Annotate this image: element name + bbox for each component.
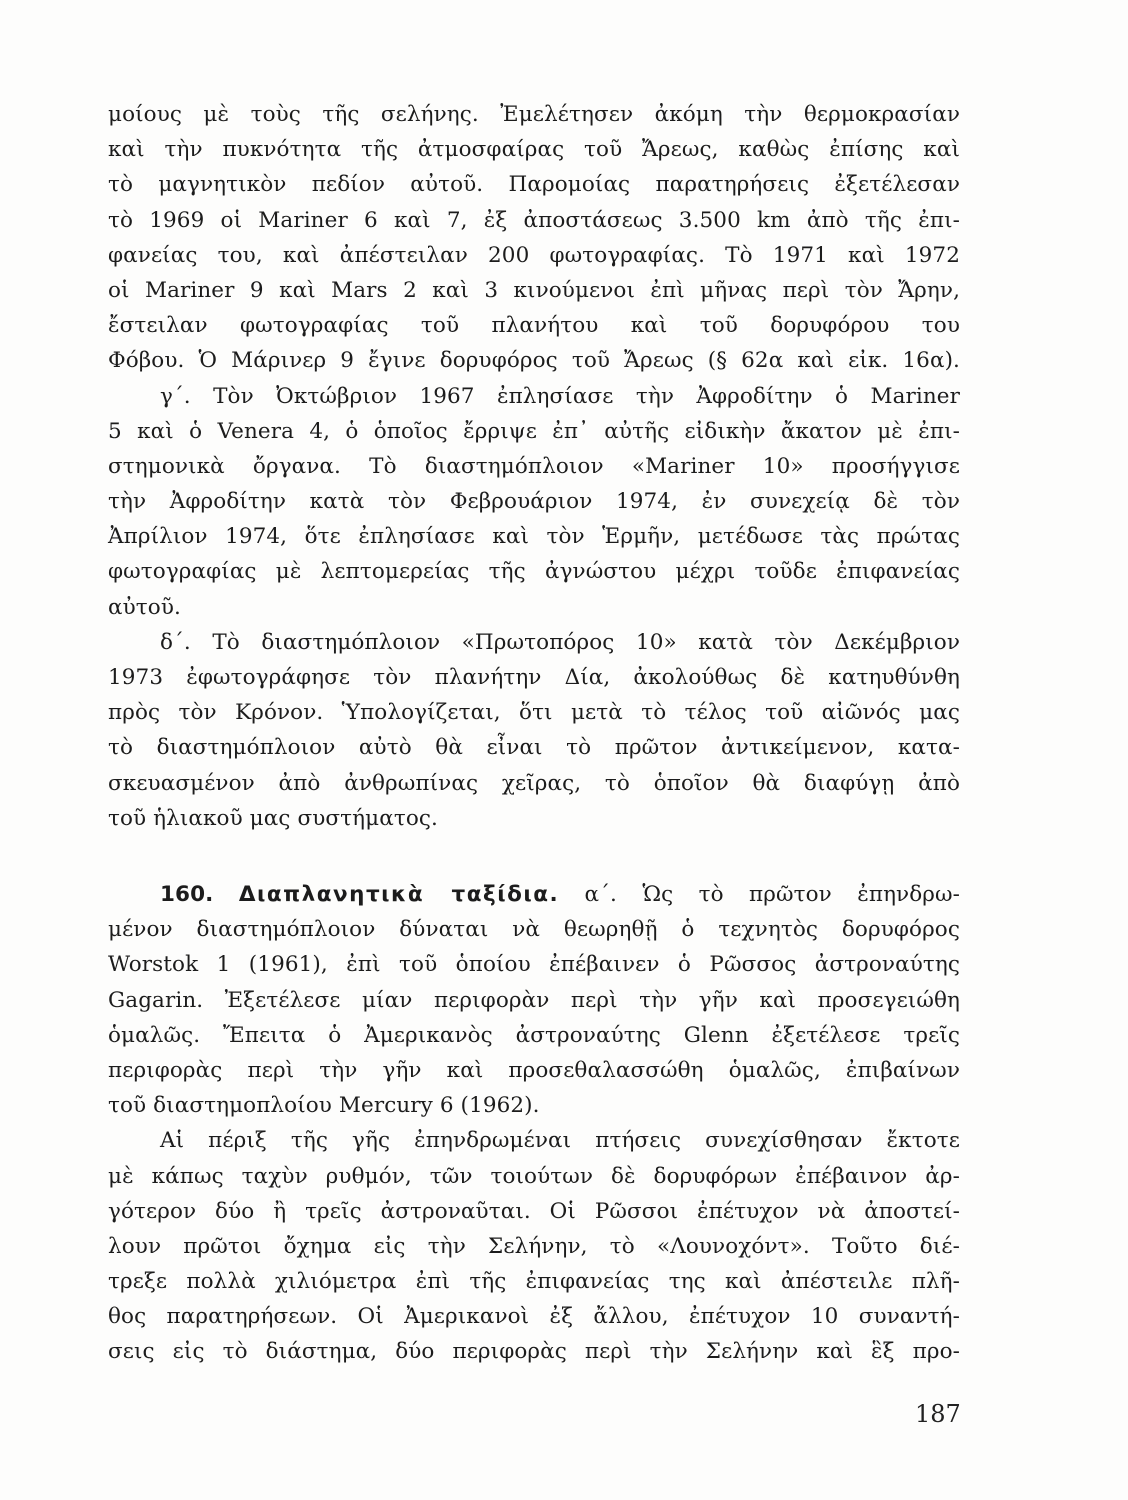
text-line: μένον διαστημόπλοιον δύναται νὰ θεωρηθῇ ὁ τεχνητὸς δορυφόρος bbox=[108, 917, 960, 943]
text-line: περιφορὰς περὶ τὴν γῆν καὶ προσεθαλασσώθη ὁμαλῶς, ἐπιβαίνων bbox=[108, 1057, 960, 1083]
text-line: τρεξε πολλὰ χιλιόμετρα ἐπὶ τῆς ἐπιφανείας της καὶ ἀπέστειλε πλῆ- bbox=[108, 1269, 960, 1295]
text-line: Ἀπρίλιον 1974, ὅτε ἐπλησίασε καὶ τὸν Ἑρμῆν, μετέδωσε τὰς πρώτας bbox=[108, 524, 960, 550]
section-first-line-text: α΄. Ὡς τὸ πρῶτον ἐπηνδρω- bbox=[584, 882, 960, 907]
text-line: τὸ 1969 οἱ Mariner 6 καὶ 7, ἐξ ἀποστάσεως 3.500 km ἀπὸ τῆς ἐπι- bbox=[108, 207, 960, 233]
text-line: Φόβου. Ὁ Μάρινερ 9 ἔγινε δορυφόρος τοῦ Ἄρεως (§ 62α καὶ εἰκ. 16α). bbox=[108, 348, 960, 374]
text-line: αὐτοῦ. bbox=[108, 594, 181, 620]
text-line: δ΄. Τὸ διαστημόπλοιον «Πρωτοπόρος 10» κατὰ τὸν Δεκέμβριον bbox=[160, 629, 960, 655]
text-line: φωτογραφίας μὲ λεπτομερείας τῆς ἀγνώστου μέχρι τοῦδε ἐπιφανείας bbox=[108, 559, 960, 585]
text-line: γότερον δύο ἢ τρεῖς ἀστροναῦται. Οἱ Ρῶσσοι ἐπέτυχον νὰ ἀποστεί- bbox=[108, 1198, 960, 1224]
section-title: Διαπλανητικὰ ταξίδια. bbox=[238, 882, 560, 907]
text-line: θος παρατηρήσεων. Οἱ Ἀμερικανοὶ ἐξ ἄλλου, ἐπέτυχον 10 συναντή- bbox=[108, 1304, 960, 1330]
text-line: σκευασμένον ἀπὸ ἀνθρωπίνας χεῖρας, τὸ ὁποῖον θὰ διαφύγῃ ἀπὸ bbox=[108, 770, 960, 796]
text-line: τὸ διαστημόπλοιον αὐτὸ θὰ εἶναι τὸ πρῶτον ἀντικείμενον, κατα- bbox=[108, 735, 960, 761]
text-line: λουν πρῶτοι ὄχημα εἰς τὴν Σελήνην, τὸ «Λουνοχόντ». Τοῦτο διέ- bbox=[108, 1233, 960, 1259]
section-heading-line bbox=[108, 877, 960, 912]
text-line: 1973 ἐφωτογράφησε τὸν πλανήτην Δία, ἀκολούθως δὲ κατηυθύνθη bbox=[108, 665, 960, 690]
text-line: 5 καὶ ὁ Venera 4, ὁ ὁποῖος ἔρριψε ἐπ᾽ αὐτῆς εἰδικὴν ἄκατον μὲ ἐπι- bbox=[108, 418, 960, 444]
upper-text-block bbox=[108, 97, 960, 836]
section-number: 160. bbox=[160, 882, 214, 907]
text-line: τοῦ διαστημοπλοίου Mercury 6 (1962). bbox=[108, 1093, 540, 1119]
text-line: γ΄. Τὸν Ὀκτώβριον 1967 ἐπλησίασε τὴν Ἀφροδίτην ὁ Mariner bbox=[160, 383, 960, 409]
text-line: τὸ μαγνητικὸν πεδίον αὐτοῦ. Παρομοίας παρατηρήσεις ἐξετέλεσαν bbox=[108, 172, 960, 198]
text-line: Gagarin. Ἐξετέλεσε μίαν περιφορὰν περὶ τὴν γῆν καὶ προσεγειώθη bbox=[108, 987, 960, 1013]
text-line: Αἱ πέριξ τῆς γῆς ἐπηνδρωμέναι πτήσεις συνεχίσθησαν ἔκτοτε bbox=[160, 1128, 960, 1154]
text-line: πρὸς τὸν Κρόνον. Ὑπολογίζεται, ὅτι μετὰ τὸ τέλος τοῦ αἰῶνός μας bbox=[108, 700, 960, 726]
text-line: ὁμαλῶς. Ἔπειτα ὁ Ἀμερικανὸς ἀστροναύτης Glenn ἐξετέλεσε τρεῖς bbox=[108, 1022, 960, 1048]
text-line: τὴν Ἀφροδίτην κατὰ τὸν Φεβρουάριον 1974, ἐν συνεχείᾳ δὲ τὸν bbox=[108, 489, 960, 515]
text-line: ἔστειλαν φωτογραφίας τοῦ πλανήτου καὶ τοῦ δορυφόρου του bbox=[108, 313, 960, 339]
text-line: οἱ Mariner 9 καὶ Mars 2 καὶ 3 κινούμενοι ἐπὶ μῆνας περὶ τὸν Ἄρην, bbox=[108, 277, 960, 303]
text-line: φανείας του, καὶ ἀπέστειλαν 200 φωτογραφίας. Τὸ 1971 καὶ 1972 bbox=[108, 242, 960, 268]
text-line: τοῦ ἡλιακοῦ μας συστήματος. bbox=[108, 805, 438, 831]
text-line: μοίους μὲ τοὺς τῆς σελήνης. Ἐμελέτησεν ἀκόμη τὴν θερμοκρασίαν bbox=[108, 102, 960, 127]
text-line: σεις εἰς τὸ διάστημα, δύο περιφορὰς περὶ τὴν Σελήνην καὶ ἓξ προ- bbox=[108, 1339, 960, 1365]
text-line: στημονικὰ ὄργανα. Τὸ διαστημόπλοιον «Mariner 10» προσήγγισε bbox=[108, 453, 960, 479]
page-number: 187 bbox=[915, 1400, 961, 1428]
text-line: μὲ κάπως ταχὺν ρυθμόν, τῶν τοιούτων δὲ δορυφόρων ἐπέβαινον ἀρ- bbox=[108, 1163, 960, 1189]
text-line: καὶ τὴν πυκνότητα τῆς ἀτμοσφαίρας τοῦ Ἄρεως, καθὼς ἐπίσης καὶ bbox=[108, 137, 960, 163]
lower-text-block bbox=[108, 877, 960, 1370]
text-line: Worstok 1 (1961), ἐπὶ τοῦ ὁποίου ἐπέβαινεν ὁ Ρῶσσος ἀστροναύτης bbox=[108, 952, 960, 978]
